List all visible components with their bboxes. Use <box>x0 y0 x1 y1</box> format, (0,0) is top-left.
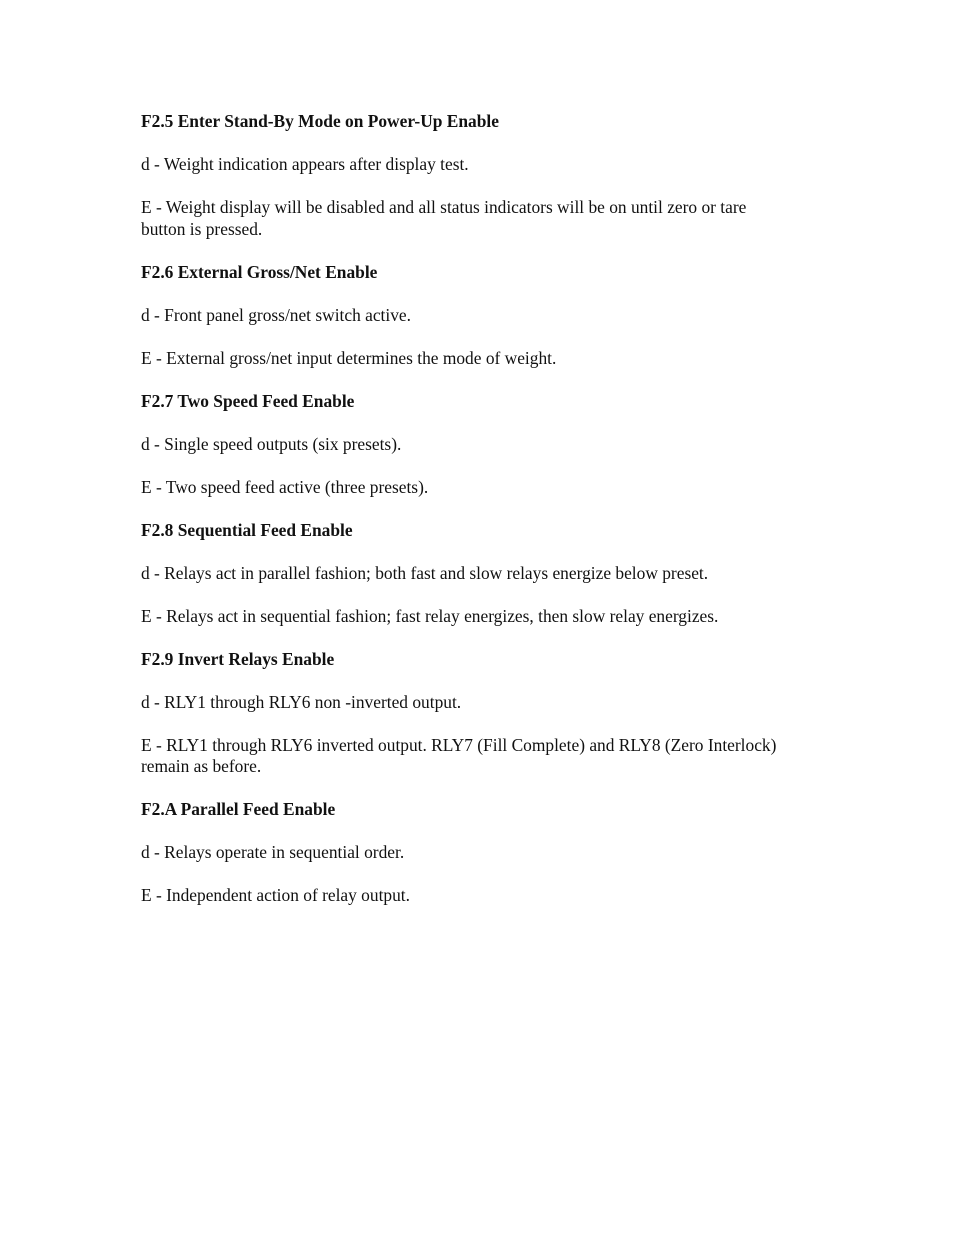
option-e-description: E - RLY1 through RLY6 inverted output. RLY7 (Fill Complete) and RLY8 (Zero Interlock) remain as before. <box>141 734 777 776</box>
option-d-description: d - Front panel gross/net switch active. <box>141 304 411 325</box>
option-d-description: d - Single speed outputs (six presets). <box>141 433 402 454</box>
section-title: F2.A Parallel Feed Enable <box>141 799 336 819</box>
option-e-description: E - External gross/net input determines the mode of weight. <box>141 347 557 368</box>
section-title: F2.7 Two Speed Feed Enable <box>141 390 355 411</box>
option-e-description: E - Relays act in sequential fashion; fast relay energizes, then slow relay energizes. <box>141 605 719 626</box>
section-title: F2.6 External Gross/Net Enable <box>141 261 378 282</box>
option-e-description: E - Weight display will be disabled and all status indicators will be on until zero or tare button is pressed. <box>141 197 747 239</box>
section-f2-9 <box>141 649 791 778</box>
section-f2-a <box>141 799 791 907</box>
section-title: F2.5 Enter Stand-By Mode on Power-Up Enable <box>141 111 499 131</box>
option-d-description: d - Relays operate in sequential order. <box>141 842 405 862</box>
section-title: F2.9 Invert Relays Enable <box>141 648 335 669</box>
option-d-description: d - Relays act in parallel fashion; both fast and slow relays energize below preset. <box>141 562 709 583</box>
option-e-description: E - Independent action of relay output. <box>141 885 410 905</box>
section-f2-7 <box>141 391 791 499</box>
section-title: F2.8 Sequential Feed Enable <box>141 519 353 540</box>
section-f2-8 <box>141 520 791 628</box>
option-d-description: d - Weight indication appears after display test. <box>141 154 469 174</box>
section-f2-6 <box>141 262 791 370</box>
option-d-description: d - RLY1 through RLY6 non -inverted output. <box>141 691 462 712</box>
section-f2-5 <box>141 111 791 240</box>
document-page <box>141 111 791 928</box>
option-e-description: E - Two speed feed active (three presets). <box>141 476 429 497</box>
